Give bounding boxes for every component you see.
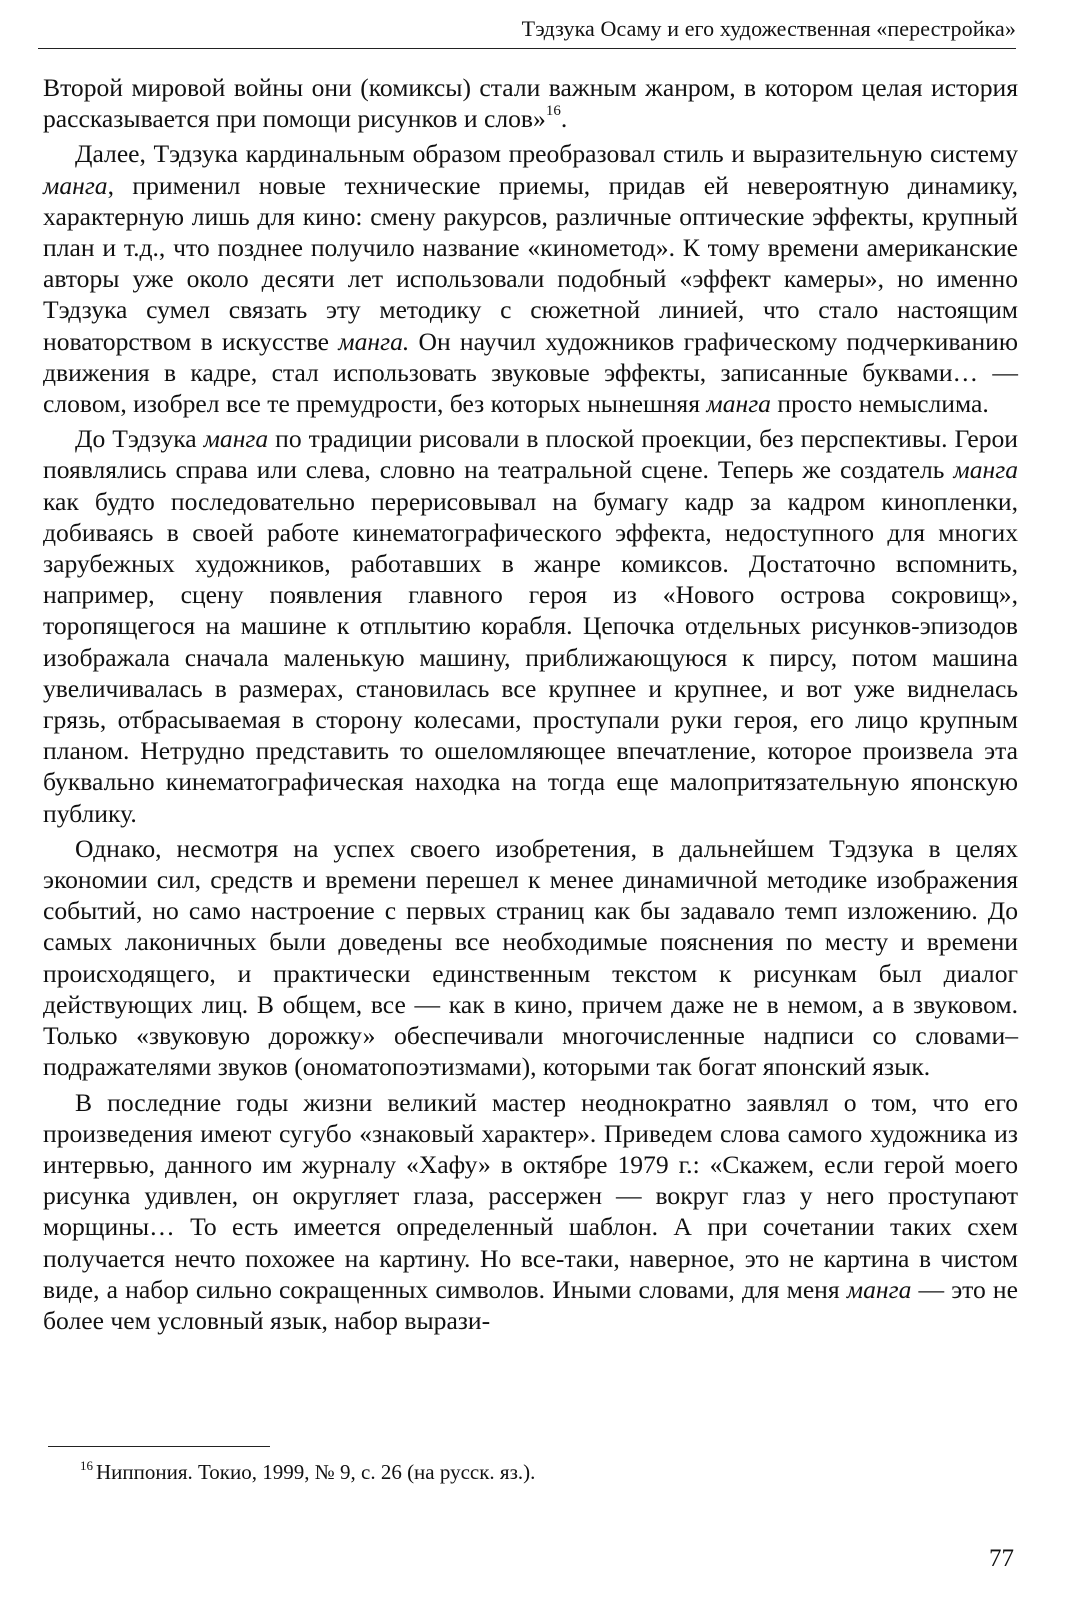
- body-text: [43, 72, 1018, 1336]
- italic-term: манга: [203, 424, 269, 454]
- text-run: .: [560, 104, 568, 134]
- footnote-reference[interactable]: 16: [545, 103, 561, 120]
- italic-term: манга: [846, 1274, 912, 1304]
- text-run: Однако, несмотря на успех своего изобретения, в дальнейшем Тэдзука в целях экономии сил, средств и времени перешел к менее динамичной методике изображения событий, но само настроение с первых страниц как бы задавало темп изложению. До самых лаконичных были доведены все необходимые пояснения по месту и времени происходящего, и практически единственным текстом к рисункам был диалог действующих лиц. В общем, все — как в кино, причем даже не в немом, а в звуковом. Только «звуковую дорожку» обеспечивали многочисленные надписи со словами–подражателями звуков (ономатопоэтизмами), которыми так богат японский язык.: [43, 833, 1018, 1082]
- footnote-number: 16: [80, 1458, 93, 1473]
- text-run: До Тэдзука: [75, 424, 204, 454]
- text-run: Далее, Тэдзука кардинальным образом преобразовал стиль и выразительную систему: [75, 139, 1018, 169]
- italic-term: манга: [953, 455, 1018, 485]
- paragraph-5: [43, 1087, 1018, 1337]
- running-title: Тэдзука Осаму и его художественная «перестройка»: [521, 16, 1016, 41]
- italic-term: манга: [706, 389, 771, 419]
- text-run: просто немыслима.: [770, 389, 989, 419]
- italic-term: манга: [43, 170, 108, 200]
- text-run: В последние годы жизни великий мастер неоднократно заявлял о том, что его произведения имеют сугубо «знаковый характер». Приведем слова самого художника из интервью, данного им журналу «Хафу» в октябре 1979 г.: «Скажем, если герой моего рисунка удивлен, он округляет глаза, рассержен — вокруг глаз у него проступают морщины… То есть имеется определенный шаблон. А при сочетании таких схем получается нечто похожее на картину. Но все-таки, наверное, это не картина в чистом виде, а набор сильно сокращенных символов. Иными словами, для меня: [43, 1087, 1018, 1304]
- paragraph-1: [43, 72, 1018, 134]
- text-run: Он научил художников графическому подчеркиванию движения в кадре, стал использовать звуковые эффекты, записанные буквами… — словом, изобрел все те премудрости, без которых нынешняя: [43, 326, 1018, 419]
- footnote-text: Ниппония. Токио, 1999, № 9, с. 26 (на русск. яз.).: [96, 1460, 536, 1484]
- footnote-divider: [48, 1446, 270, 1447]
- running-header: [38, 14, 1016, 49]
- paragraph-4: [43, 833, 1018, 1083]
- paragraph-3: [43, 423, 1018, 829]
- text-run: как будто последовательно перерисовывал на бумагу кадр за кадром кинопленки, добиваясь в своей работе кинематографического эффекта, недоступного для многих зарубежных художников, работавших в жанре комиксов. Достаточно вспомнить, например, сцену появления главного героя из «Нового острова сокровищ», торопящегося на машине к отплытию корабля. Цепочка отдельных рисунков-эпизодов изображала сначала маленькую машину, приближающуюся к пирсу, потом машина увеличивалась в размерах, становилась все крупнее и крупнее, и вот уже виднелась грязь, отбрасываемая в сторону колесами, проступали руки героя, его лицо крупным планом. Нетрудно представить то ошеломляющее впечатление, которое произвела эта буквально кинематографическая находка на тогда еще малопритязательную японскую публику.: [43, 486, 1018, 828]
- page-number: 77: [989, 1545, 1014, 1572]
- italic-term: манга.: [338, 326, 410, 356]
- text-run: Второй мировой войны они (комиксы) стали важным жанром, в котором целая история рассказывается при помощи рисунков и слов»: [43, 73, 1018, 134]
- text-run: по традиции рисовали в плоской проекции, без перспективы. Герои появлялись справа или слева, словно на театральной сцене. Теперь же создатель: [43, 424, 1018, 485]
- footnote: [80, 1459, 535, 1485]
- text-run: , применил новые технические приемы, придав ей невероятную динамику, характерную лишь для кино: смену ракурсов, различные оптические эффекты, крупный план и т.д., что позднее получило название «кинометод». К тому времени американские авторы уже около десяти лет использовали подобный «эффект камеры», но именно Тэдзука сумел связать эту методику с сюжетной линией, что стало настоящим новаторством в искусстве: [43, 170, 1018, 356]
- paragraph-2: [43, 138, 1018, 419]
- text-run: — это не более чем условный язык, набор вырази-: [43, 1274, 1018, 1335]
